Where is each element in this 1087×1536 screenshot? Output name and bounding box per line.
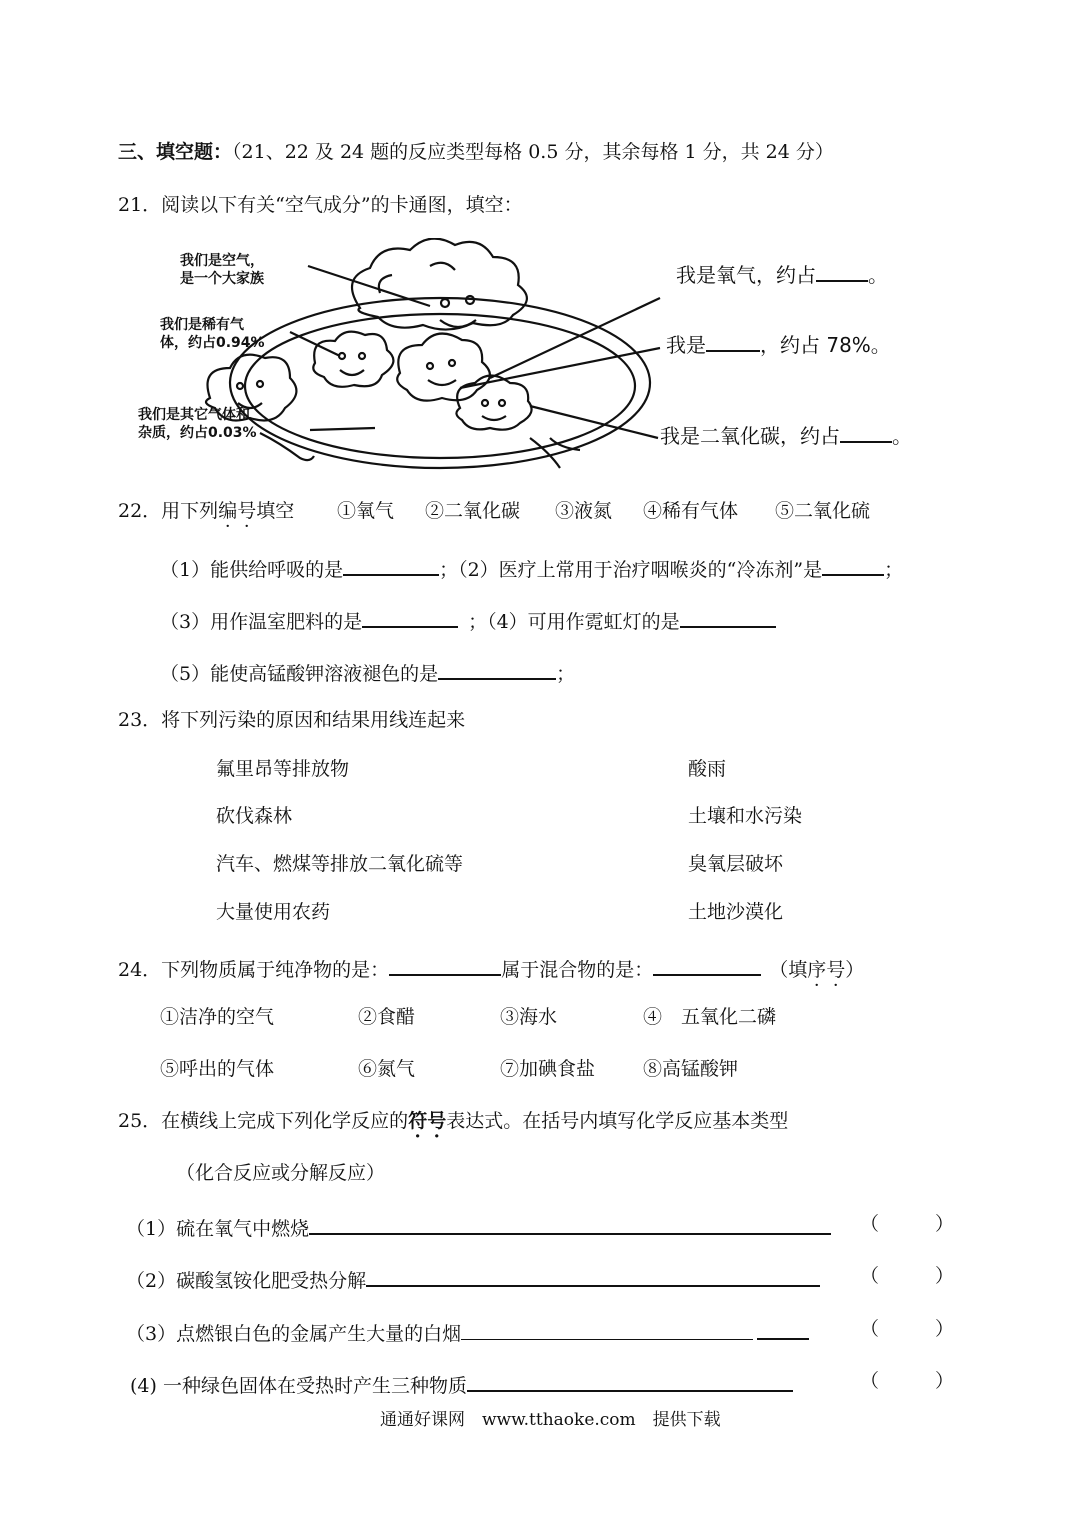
- q23-effect-3[interactable]: 臭氧层破坏: [688, 853, 784, 875]
- q25-3-text: （3）点燃银白色的金属产生大量的白烟: [126, 1323, 462, 1345]
- q25-3-blank-a[interactable]: [461, 1321, 753, 1340]
- paren-open: （: [860, 1370, 880, 1392]
- q22-line-3: [160, 660, 575, 684]
- q22-5-blank[interactable]: [438, 660, 556, 680]
- q24-note-b: ）: [845, 959, 865, 981]
- q25-2-blank[interactable]: [366, 1267, 820, 1287]
- q22-2-end: ；: [884, 559, 904, 581]
- q21-stem: 21．阅读以下有关“空气成分”的卡通图，填空：: [118, 194, 523, 216]
- q22-stem-a: 22．用下列: [118, 500, 219, 522]
- paren-close: ）: [935, 1213, 955, 1235]
- paren-open: （: [860, 1318, 880, 1340]
- q22-1-text: （1）能供给呼吸的是: [160, 559, 344, 581]
- q24-stem: [118, 956, 864, 980]
- q24-note-emph2: 号: [826, 959, 846, 981]
- cartoon-label-other-gases: 我们是其它气体和 杂质，约占0.03%: [138, 407, 257, 442]
- oxygen-prefix: 我是氧气，约占: [676, 263, 816, 287]
- cartoon-label-rare-gas: 我们是稀有气 体，约占0.94%: [160, 317, 265, 352]
- q24-item-4: ④ 五氧化二磷: [643, 1006, 777, 1028]
- q23-cause-3[interactable]: 汽车、燃煤等排放二氧化硫等: [216, 853, 464, 875]
- q25-item-3: [126, 1320, 809, 1344]
- nitrogen-suffix: ，约占 78%。: [760, 333, 891, 357]
- q24-mixture-text: 属于混合物的是：: [501, 959, 654, 981]
- q24-item-2: ②食醋: [358, 1006, 416, 1028]
- q25-item-1: [126, 1215, 831, 1239]
- cartoon-nitrogen-line: [666, 332, 891, 355]
- q24-item-7: ⑦加碘食盐: [500, 1058, 596, 1080]
- q23-cause-1[interactable]: 氟里昂等排放物: [216, 758, 350, 780]
- q23-stem: 23．将下列污染的原因和结果用线连起来: [118, 709, 466, 731]
- q24-item-8: ⑧高锰酸钾: [643, 1058, 739, 1080]
- q25-stem: [118, 1112, 788, 1131]
- q24-item-1: ①洁净的空气: [160, 1006, 275, 1028]
- q22-2-text: ；（2）医疗上常用于治疗咽喉炎的“冷冻剂”是: [439, 559, 823, 581]
- q25-2-text: （2）碳酸氢铵化肥受热分解: [126, 1270, 367, 1292]
- q23-effect-1[interactable]: 酸雨: [688, 758, 727, 780]
- q23-effect-2[interactable]: 土壤和水污染: [688, 805, 803, 827]
- q24-pure-text: 24．下列物质属于纯净物的是：: [118, 959, 390, 981]
- paren-open: （: [860, 1265, 880, 1287]
- q25-stem-a: 25．在横线上完成下列化学反应的: [118, 1110, 409, 1132]
- q24-item-6: ⑥氮气: [358, 1058, 416, 1080]
- cartoon-co2-line: [660, 423, 912, 446]
- q22-stem: [118, 502, 294, 521]
- q25-1-text: （1）硫在氧气中燃烧: [126, 1218, 310, 1240]
- co2-suffix: 。: [892, 424, 912, 448]
- q24-item-5: ⑤呼出的气体: [160, 1058, 275, 1080]
- q25-item-2: [126, 1267, 820, 1291]
- q25-stem-b: 表达式。在括号内填写化学反应基本类型: [446, 1110, 789, 1132]
- q22-5-text: （5）能使高锰酸钾溶液褪色的是: [160, 663, 439, 685]
- q24-mixture-blank[interactable]: [653, 956, 761, 976]
- co2-prefix: 我是二氧化碳，约占: [660, 424, 840, 448]
- q22-5-end: ；: [556, 663, 576, 685]
- q22-4-text: ；（4）可用作霓虹灯的是: [468, 611, 680, 633]
- q25-1-blank[interactable]: [309, 1215, 831, 1235]
- q25-3-type-paren[interactable]: [860, 1320, 954, 1339]
- q22-stem-emph1: 编: [218, 500, 238, 522]
- q25-4-blank[interactable]: [467, 1372, 793, 1392]
- paren-close: ）: [935, 1370, 955, 1392]
- q25-4-type-paren[interactable]: [860, 1372, 954, 1391]
- q22-stem-emph2: 号: [237, 500, 257, 522]
- paren-close: ）: [935, 1265, 955, 1287]
- cartoon-oxygen-line: [676, 262, 888, 285]
- q22-line-2: [160, 608, 776, 632]
- page-footer: 通通好课网 www.tthaoke.com 提供下载: [380, 1410, 721, 1430]
- nitrogen-prefix: 我是: [666, 333, 706, 357]
- q22-1-blank[interactable]: [343, 556, 439, 576]
- co2-percent-blank[interactable]: [840, 423, 892, 443]
- q22-line-1: [160, 556, 903, 580]
- q22-3-blank[interactable]: [362, 608, 458, 628]
- section-heading: 三、填空题：: [118, 141, 233, 163]
- q25-stem-emph2: 号: [427, 1110, 447, 1132]
- q25-subnote: （化合反应或分解反应）: [176, 1162, 386, 1184]
- paren-open: （: [860, 1213, 880, 1235]
- section-title: [118, 143, 834, 162]
- q23-cause-4[interactable]: 大量使用农药: [216, 901, 331, 923]
- section-note: （21、22 及 24 题的反应类型每格 0.5 分，其余每格 1 分，共 24 分）: [232, 141, 834, 163]
- q22-option-1: ①氧气: [337, 500, 395, 522]
- q24-item-3: ③海水: [500, 1006, 558, 1028]
- nitrogen-name-blank[interactable]: [706, 332, 760, 352]
- q24-pure-blank[interactable]: [389, 956, 501, 976]
- q25-stem-emph1: 符: [408, 1110, 428, 1132]
- paren-close: ）: [935, 1318, 955, 1340]
- q25-item-4: [130, 1372, 793, 1396]
- q22-option-3: ③液氮: [555, 500, 613, 522]
- q22-option-4: ④稀有气体: [643, 500, 739, 522]
- q22-option-2: ②二氧化碳: [425, 500, 521, 522]
- q25-3-blank-b[interactable]: [757, 1320, 809, 1340]
- q22-stem-b: 填空: [256, 500, 295, 522]
- q22-3-text: （3）用作温室肥料的是: [160, 611, 363, 633]
- oxygen-suffix: 。: [868, 263, 888, 287]
- cartoon-label-air-family: 我们是空气， 是一个大家族: [180, 253, 264, 288]
- q25-2-type-paren[interactable]: [860, 1267, 954, 1286]
- q25-1-type-paren[interactable]: [860, 1215, 954, 1234]
- q22-4-blank[interactable]: [680, 608, 776, 628]
- q22-2-blank[interactable]: [822, 556, 884, 576]
- q23-effect-4[interactable]: 土地沙漠化: [688, 901, 784, 923]
- q24-note-emph1: 序: [807, 959, 827, 981]
- q24-note-a: （填: [769, 959, 808, 981]
- q22-option-5: ⑤二氧化硫: [775, 500, 871, 522]
- q23-cause-2[interactable]: 砍伐森林: [216, 805, 293, 827]
- oxygen-percent-blank[interactable]: [816, 262, 868, 282]
- q25-4-text: (4) 一种绿色固体在受热时产生三种物质: [130, 1375, 467, 1397]
